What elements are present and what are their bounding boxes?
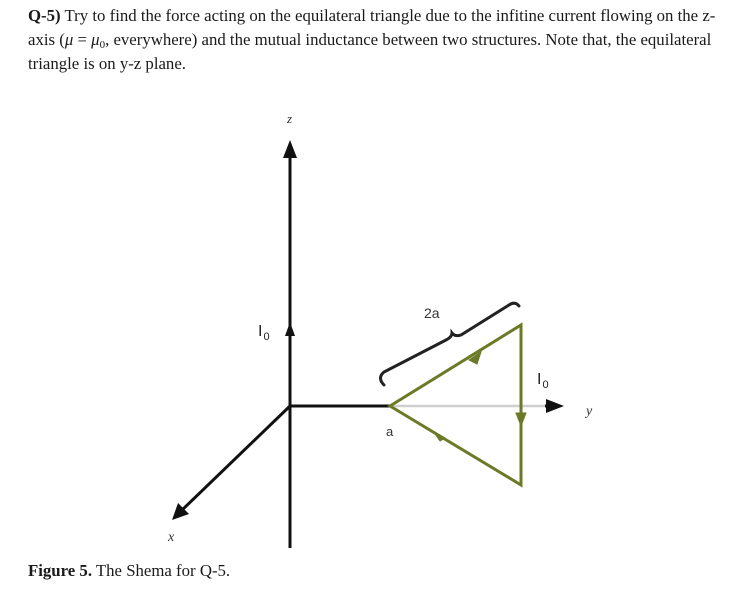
y-axis-label: y — [586, 404, 593, 419]
z-axis-arrowhead — [283, 140, 297, 158]
x-axis-line — [180, 406, 290, 512]
figure-caption-label: Figure 5. — [28, 561, 93, 580]
triangle-arrow-right — [516, 413, 526, 426]
figure-caption-text: The Shema for Q-5. — [92, 561, 231, 580]
x-axis-label: x — [168, 530, 175, 545]
triangle-current-label: $I_0$ — [537, 371, 549, 391]
mu0-subscript: 0 — [99, 39, 106, 51]
y-axis-arrowhead — [546, 399, 564, 413]
figure-caption — [28, 561, 230, 581]
side-brace — [381, 303, 520, 385]
equals-sign: = — [73, 30, 92, 49]
question-body-2: , everywhere) and the mutual inductance between two structures. Note that, the equilateral triangle is on y-z plane. — [28, 30, 712, 73]
mu-symbol: μ — [64, 30, 74, 49]
mu0-symbol: μ — [91, 30, 100, 49]
z-current-arrow — [285, 322, 295, 336]
z-axis-label: z — [287, 111, 293, 126]
triangle-arrow-lower — [433, 431, 445, 441]
question-number: Q-5) — [28, 6, 61, 25]
z-current-label: $I_0$ — [258, 323, 270, 343]
distance-label: a — [386, 424, 394, 439]
question-body-1: Try to find the force acting on the equilateral triangle due to the infitine current flowing on the z-axis ( — [28, 6, 716, 49]
side-length-label: 2a — [424, 305, 440, 321]
